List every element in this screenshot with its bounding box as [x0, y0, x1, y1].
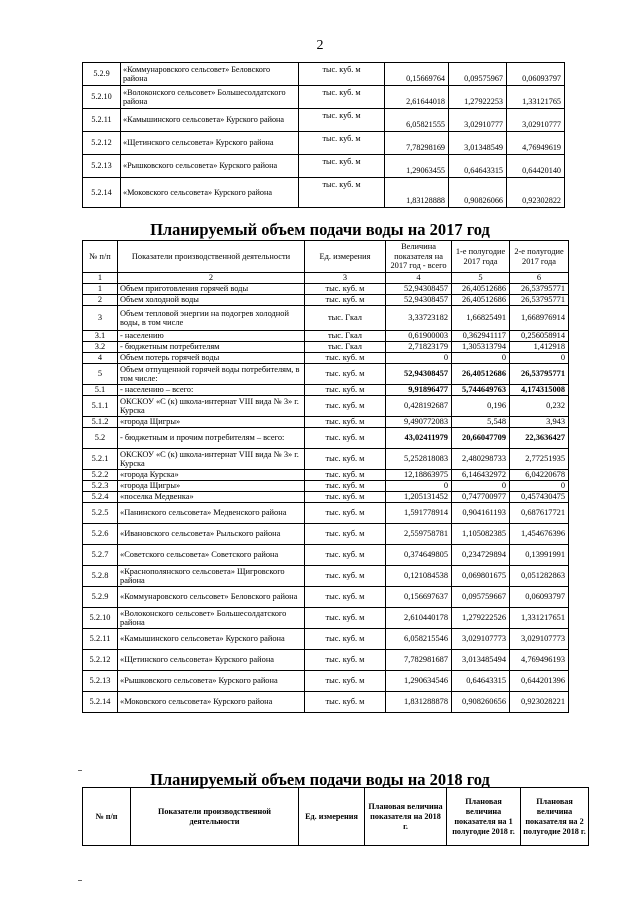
page-number: 2 — [316, 38, 324, 53]
row-name: - населению – всего: — [118, 385, 305, 396]
table-header-row — [83, 788, 589, 846]
row-name: «Коммунаровского сельсовет» Беловского района — [121, 63, 299, 86]
table-2018 — [82, 787, 589, 846]
col-number: 1 — [83, 273, 118, 284]
header-h1: Плановая величина показателя на 1 полугодие 2018 г. — [447, 788, 521, 846]
row-total: 0,15669764 — [385, 63, 449, 86]
table-row — [83, 417, 569, 428]
table-row — [83, 364, 569, 385]
table-row — [83, 449, 569, 470]
row-half2: 0,923028221 — [510, 692, 569, 713]
header-total: Плановая величина показателя на 2018 г. — [365, 788, 447, 846]
table-row — [83, 428, 569, 449]
row-half1: 3,02910777 — [449, 109, 507, 132]
table-row — [83, 295, 569, 306]
row-unit: тыс. куб. м — [299, 132, 385, 155]
table-2017 — [82, 240, 569, 713]
table-row — [83, 692, 569, 713]
row-half1: 3,01348549 — [449, 132, 507, 155]
col-number: 4 — [386, 273, 452, 284]
row-half1: 2,480298733 — [452, 449, 510, 470]
row-half2: 26,53795771 — [510, 364, 569, 385]
row-number: 5.2 — [83, 428, 118, 449]
row-half1: 26,40512686 — [452, 295, 510, 306]
col-number: 6 — [510, 273, 569, 284]
table-row — [83, 492, 569, 503]
row-total: 0,428192687 — [386, 396, 452, 417]
row-unit: тыс. куб. м — [305, 353, 386, 364]
table-row — [83, 109, 565, 132]
row-half1: 0,09575967 — [449, 63, 507, 86]
row-unit: тыс. куб. м — [305, 524, 386, 545]
row-half2: 0,644201396 — [510, 671, 569, 692]
row-half2: 0,13991991 — [510, 545, 569, 566]
row-half2: 1,668976914 — [510, 306, 569, 331]
header-name: Показатели производственной деятельности — [131, 788, 299, 846]
row-total: 3,33723182 — [386, 306, 452, 331]
row-number: 5.2.5 — [83, 503, 118, 524]
table-row — [83, 353, 569, 364]
row-half2: 0,06093797 — [510, 587, 569, 608]
row-total: 1,205131452 — [386, 492, 452, 503]
row-half1: 1,66825491 — [452, 306, 510, 331]
row-name: Объем приготовления горячей воды — [118, 284, 305, 295]
row-unit: тыс. куб. м — [305, 417, 386, 428]
row-unit: тыс. куб. м — [305, 566, 386, 587]
section-title-2018: Планируемый объем подачи воды на 2018 год — [150, 770, 490, 789]
row-number: 3.1 — [83, 331, 118, 342]
row-total: 0,374649805 — [386, 545, 452, 566]
row-half2: 4,174315008 — [510, 385, 569, 396]
row-number: 5.2.13 — [83, 155, 121, 178]
row-half1: 26,40512686 — [452, 284, 510, 295]
row-half1: 5,744649763 — [452, 385, 510, 396]
row-half2: 0,051282863 — [510, 566, 569, 587]
table-row — [83, 470, 569, 481]
row-total: 6,058215546 — [386, 629, 452, 650]
row-unit: тыс. куб. м — [305, 449, 386, 470]
row-total: 0 — [386, 481, 452, 492]
row-half1: 0,64643315 — [449, 155, 507, 178]
table-row — [83, 566, 569, 587]
row-unit: тыс. куб. м — [305, 470, 386, 481]
table-row — [83, 342, 569, 353]
header-unit: Ед. измерения — [305, 241, 386, 273]
header-h1: 1-е полугодие 2017 года — [452, 241, 510, 273]
row-number: 5.2.4 — [83, 492, 118, 503]
row-half2: 0,06093797 — [507, 63, 565, 86]
row-unit: тыс. куб. м — [305, 629, 386, 650]
table-row — [83, 284, 569, 295]
row-number: 5.2.7 — [83, 545, 118, 566]
row-unit: тыс. куб. м — [299, 178, 385, 208]
row-number: 5.2.3 — [83, 481, 118, 492]
row-name: «города Щигры» — [118, 417, 305, 428]
row-half2: 0 — [510, 353, 569, 364]
row-unit: тыс. куб. м — [305, 428, 386, 449]
row-number: 4 — [83, 353, 118, 364]
col-number: 2 — [118, 273, 305, 284]
table-row — [83, 481, 569, 492]
row-total: 52,94308457 — [386, 284, 452, 295]
row-total: 52,94308457 — [386, 295, 452, 306]
row-unit: тыс. куб. м — [299, 63, 385, 86]
row-name: «Камышинского сельсовета» Курского района — [121, 109, 299, 132]
row-unit: тыс. куб. м — [299, 155, 385, 178]
row-number: 5.1 — [83, 385, 118, 396]
row-half2: 0,92302822 — [507, 178, 565, 208]
row-number: 5 — [83, 364, 118, 385]
header-num: № п/п — [83, 241, 118, 273]
row-name: «Коммунаровского сельсовет» Беловского района — [118, 587, 305, 608]
row-half1: 0,234729894 — [452, 545, 510, 566]
row-name: «Рышковского сельсовета» Курского района — [118, 671, 305, 692]
row-half2: 3,029107773 — [510, 629, 569, 650]
row-total: 1,83128888 — [385, 178, 449, 208]
row-total: 0,61900003 — [386, 331, 452, 342]
row-name: - бюджетным потребителям — [118, 342, 305, 353]
col-number: 3 — [305, 273, 386, 284]
header-num: № п/п — [83, 788, 131, 846]
row-total: 9,490772083 — [386, 417, 452, 428]
col-number: 5 — [452, 273, 510, 284]
table-row — [83, 629, 569, 650]
row-name: Объем отпущенной горячей воды потребителям, в том числе: — [118, 364, 305, 385]
row-name: «Камышинского сельсовета» Курского района — [118, 629, 305, 650]
row-name: «Щетинского сельсовета» Курского района — [121, 132, 299, 155]
row-half1: 0,904161193 — [452, 503, 510, 524]
table-row — [83, 63, 565, 86]
row-half2: 1,33121765 — [507, 86, 565, 109]
section-title-2017: Планируемый объем подачи воды на 2017 год — [150, 220, 490, 239]
table-row — [83, 331, 569, 342]
row-half2: 0 — [510, 481, 569, 492]
row-half2: 0,64420140 — [507, 155, 565, 178]
row-number: 3.2 — [83, 342, 118, 353]
row-number: 5.2.12 — [83, 650, 118, 671]
table-header-row — [83, 241, 569, 273]
table-row — [83, 178, 565, 208]
row-half1: 26,40512686 — [452, 364, 510, 385]
row-half1: 3,029107773 — [452, 629, 510, 650]
row-half2: 22,3636427 — [510, 428, 569, 449]
row-number: 5.2.9 — [83, 587, 118, 608]
row-half2: 4,76949619 — [507, 132, 565, 155]
table-row — [83, 86, 565, 109]
row-half1: 0,90826066 — [449, 178, 507, 208]
row-total: 2,559758781 — [386, 524, 452, 545]
row-half1: 0,069801675 — [452, 566, 510, 587]
row-half2: 3,943 — [510, 417, 569, 428]
table-row — [83, 587, 569, 608]
row-name: «Волоконского сельсовет» Большесолдатского района — [118, 608, 305, 629]
row-unit: тыс. Гкал — [305, 342, 386, 353]
table-row — [83, 608, 569, 629]
table-row — [83, 671, 569, 692]
row-total: 7,78298169 — [385, 132, 449, 155]
row-name: «Рышковского сельсовета» Курского района — [121, 155, 299, 178]
row-total: 7,782981687 — [386, 650, 452, 671]
row-unit: тыс. куб. м — [305, 492, 386, 503]
row-half2: 4,769496193 — [510, 650, 569, 671]
row-number: 1 — [83, 284, 118, 295]
row-total: 1,831288878 — [386, 692, 452, 713]
header-h2: Плановая величина показателя на 2 полугодие 2018 г. — [521, 788, 589, 846]
table-row — [83, 545, 569, 566]
row-number: 5.2.11 — [83, 109, 121, 132]
row-half2: 0,457430475 — [510, 492, 569, 503]
row-half1: 0,64643315 — [452, 671, 510, 692]
row-unit: тыс. куб. м — [305, 385, 386, 396]
row-unit: тыс. куб. м — [305, 545, 386, 566]
row-unit: тыс. куб. м — [305, 587, 386, 608]
row-unit: тыс. куб. м — [305, 608, 386, 629]
row-half2: 1,454676396 — [510, 524, 569, 545]
row-unit: тыс. Гкал — [305, 306, 386, 331]
row-number: 3 — [83, 306, 118, 331]
row-total: 1,591778914 — [386, 503, 452, 524]
row-total: 0 — [386, 353, 452, 364]
row-number: 2 — [83, 295, 118, 306]
row-number: 5.2.12 — [83, 132, 121, 155]
row-number: 5.2.6 — [83, 524, 118, 545]
row-name: «Советского сельсовета» Советского района — [118, 545, 305, 566]
row-half1: 0,908260656 — [452, 692, 510, 713]
row-half2: 3,02910777 — [507, 109, 565, 132]
row-half1: 5,548 — [452, 417, 510, 428]
row-half1: 1,305313794 — [452, 342, 510, 353]
row-name: «Моковского сельсовета» Курского района — [118, 692, 305, 713]
row-total: 1,29063455 — [385, 155, 449, 178]
row-name: Объем холодной воды — [118, 295, 305, 306]
row-half1: 0,747700977 — [452, 492, 510, 503]
row-name: «города Курска» — [118, 470, 305, 481]
row-unit: тыс. куб. м — [305, 671, 386, 692]
row-number: 5.2.11 — [83, 629, 118, 650]
table-row — [83, 396, 569, 417]
row-number: 5.2.9 — [83, 63, 121, 86]
row-name: ОКСКОУ «С (к) школа-интернат VIII вида № 3» г. Курска — [118, 449, 305, 470]
row-half2: 6,04220678 — [510, 470, 569, 481]
header-h2: 2-е полугодие 2017 года — [510, 241, 569, 273]
row-unit: тыс. куб. м — [305, 364, 386, 385]
row-unit: тыс. куб. м — [299, 86, 385, 109]
row-half1: 0 — [452, 353, 510, 364]
row-half1: 1,27922253 — [449, 86, 507, 109]
row-total: 5,252818083 — [386, 449, 452, 470]
row-name: - населению — [118, 331, 305, 342]
row-total: 0,121084538 — [386, 566, 452, 587]
row-number: 5.2.10 — [83, 86, 121, 109]
row-half2: 26,53795771 — [510, 284, 569, 295]
row-half1: 3,013485494 — [452, 650, 510, 671]
row-name: «Ивановского сельсовета» Рыльского района — [118, 524, 305, 545]
margin-mark — [78, 880, 82, 881]
row-unit: тыс. куб. м — [305, 396, 386, 417]
table-row — [83, 155, 565, 178]
row-half1: 1,279222526 — [452, 608, 510, 629]
row-half1: 6,146432972 — [452, 470, 510, 481]
row-name: «поселка Медвенка» — [118, 492, 305, 503]
row-half1: 0,362941117 — [452, 331, 510, 342]
row-unit: тыс. куб. м — [299, 109, 385, 132]
table-row — [83, 306, 569, 331]
row-total: 12,18863975 — [386, 470, 452, 481]
header-total: Величина показателя на 2017 год - всего — [386, 241, 452, 273]
table-row — [83, 524, 569, 545]
row-total: 9,91896477 — [386, 385, 452, 396]
row-half2: 0,232 — [510, 396, 569, 417]
row-name: ОКСКОУ «С (к) школа-интернат VIII вида № 3» г. Курска — [118, 396, 305, 417]
row-total: 2,71823179 — [386, 342, 452, 353]
row-name: «Щетинского сельсовета» Курского района — [118, 650, 305, 671]
row-number: 5.2.10 — [83, 608, 118, 629]
row-half2: 0,687617721 — [510, 503, 569, 524]
row-number: 5.2.14 — [83, 178, 121, 208]
row-total: 52,94308457 — [386, 364, 452, 385]
row-number: 5.1.1 — [83, 396, 118, 417]
header-unit: Ед. измерения — [299, 788, 365, 846]
table-2016-continuation — [82, 62, 565, 208]
row-number: 5.2.8 — [83, 566, 118, 587]
header-name: Показатели производственной деятельности — [118, 241, 305, 273]
table-row — [83, 650, 569, 671]
row-half2: 0,256058914 — [510, 331, 569, 342]
row-unit: тыс. куб. м — [305, 503, 386, 524]
table-row — [83, 132, 565, 155]
row-name: «Волоконского сельсовет» Большесолдатского района — [121, 86, 299, 109]
table-row — [83, 385, 569, 396]
row-unit: тыс. куб. м — [305, 481, 386, 492]
row-name: «города Щигры» — [118, 481, 305, 492]
row-total: 2,610440178 — [386, 608, 452, 629]
row-unit: тыс. куб. м — [305, 284, 386, 295]
row-half2: 2,77251935 — [510, 449, 569, 470]
row-number: 5.2.13 — [83, 671, 118, 692]
row-total: 6,05821555 — [385, 109, 449, 132]
table-row — [83, 503, 569, 524]
row-half1: 1,105082385 — [452, 524, 510, 545]
row-total: 0,156697637 — [386, 587, 452, 608]
row-half1: 0,095759667 — [452, 587, 510, 608]
row-total: 1,290634546 — [386, 671, 452, 692]
row-total: 43,02411979 — [386, 428, 452, 449]
row-name: Объем потерь горячей воды — [118, 353, 305, 364]
row-unit: тыс. куб. м — [305, 692, 386, 713]
row-total: 2,61644018 — [385, 86, 449, 109]
row-half1: 20,66047709 — [452, 428, 510, 449]
row-half1: 0 — [452, 481, 510, 492]
row-name: - бюджетным и прочим потребителям – всего: — [118, 428, 305, 449]
row-unit: тыс. Гкал — [305, 331, 386, 342]
row-name: «Панинского сельсовета» Медвенского района — [118, 503, 305, 524]
row-unit: тыс. куб. м — [305, 650, 386, 671]
row-name: «Моковского сельсовета» Курского района — [121, 178, 299, 208]
row-unit: тыс. куб. м — [305, 295, 386, 306]
column-number-row — [83, 273, 569, 284]
row-number: 5.2.1 — [83, 449, 118, 470]
row-half1: 0,196 — [452, 396, 510, 417]
row-name: Объем тепловой энергии на подогрев холодной воды, в том числе — [118, 306, 305, 331]
row-half2: 1,331217651 — [510, 608, 569, 629]
row-number: 5.2.2 — [83, 470, 118, 481]
row-half2: 26,53795771 — [510, 295, 569, 306]
row-name: «Краснополянского сельсовета» Щигровского района — [118, 566, 305, 587]
row-half2: 1,412918 — [510, 342, 569, 353]
row-number: 5.2.14 — [83, 692, 118, 713]
row-number: 5.1.2 — [83, 417, 118, 428]
